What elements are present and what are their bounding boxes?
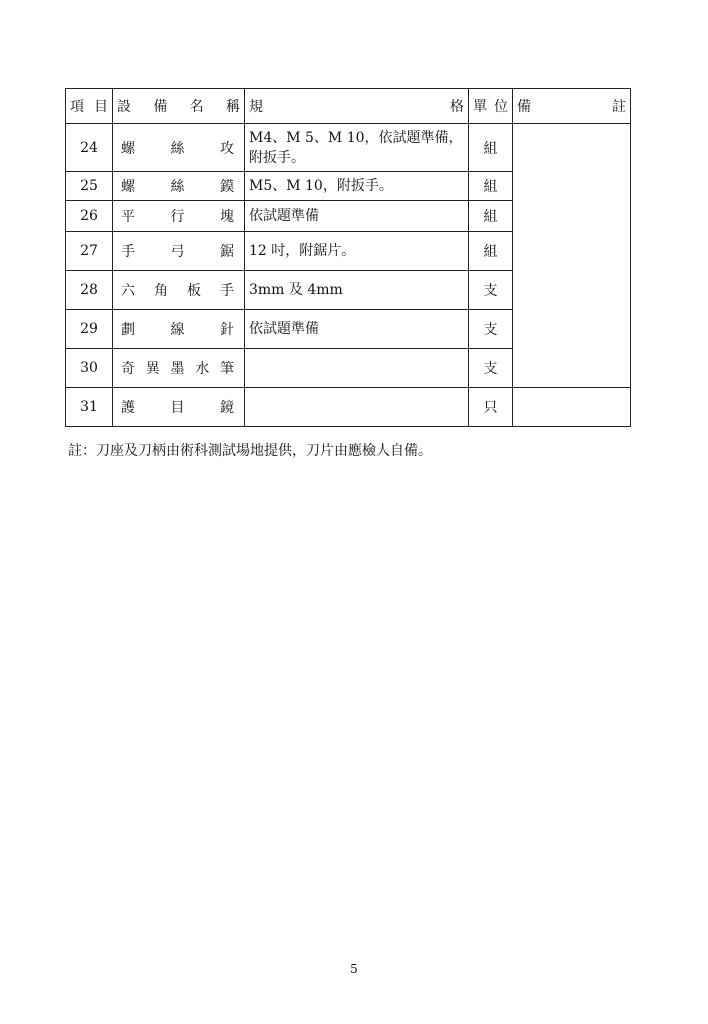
row-unit: 組 [469,172,513,201]
row-equipment-name [113,172,245,201]
header-unit-text: 單 位 [473,99,508,115]
header-equipment-name-text: 設 備 名 稱 [117,99,240,115]
row-unit: 支 [469,271,513,310]
table-body [66,124,631,427]
row-equipment-name-text: 螺 絲 鏌 [121,179,234,195]
row-equipment-name [113,310,245,349]
footnote: 註：刀座及刀柄由術科測試場地提供，刀片由應檢人自備。 [68,443,432,459]
row-specification: 依試題準備 [245,201,469,232]
row-equipment-name [113,201,245,232]
row-equipment-name-text: 護 目 鏡 [121,400,234,416]
row-unit: 只 [469,388,513,427]
row-item-no: 29 [66,310,113,349]
row-unit: 組 [469,232,513,271]
row-equipment-name-text: 奇 異 墨 水 筆 [121,361,234,377]
header-specification [245,89,469,124]
header-item-no-text: 項 目 [70,99,108,115]
row-unit: 支 [469,310,513,349]
row-item-no: 24 [66,124,113,172]
row-item-no: 25 [66,172,113,201]
table-row [66,388,631,427]
page-number: 5 [350,962,358,976]
row-item-no: 28 [66,271,113,310]
row-remarks [513,388,631,427]
row-equipment-name [113,271,245,310]
row-equipment-name-text: 劃 線 針 [121,322,234,338]
row-unit: 組 [469,124,513,172]
header-remarks [513,89,631,124]
row-remarks [513,124,631,388]
row-equipment-name [113,349,245,388]
row-specification: M5、M 10，附扳手。 [245,172,469,201]
row-item-no: 30 [66,349,113,388]
row-specification [245,349,469,388]
equipment-table [65,88,631,427]
row-specification: 依試題準備 [245,310,469,349]
table-header [66,89,631,124]
row-unit: 支 [469,349,513,388]
header-unit [469,89,513,124]
row-equipment-name [113,232,245,271]
row-specification [245,388,469,427]
row-specification: 3mm 及 4mm [245,271,469,310]
row-equipment-name-text: 六 角 板 手 [121,283,234,299]
table-header-row [66,89,631,124]
row-equipment-name [113,124,245,172]
row-item-no: 31 [66,388,113,427]
row-unit: 組 [469,201,513,232]
header-equipment-name [113,89,245,124]
table-row [66,124,631,172]
row-equipment-name [113,388,245,427]
row-equipment-name-text: 平 行 塊 [121,209,234,225]
header-remarks-left: 備 [517,99,531,115]
row-equipment-name-text: 手 弓 鋸 [121,244,234,260]
header-item-no [66,89,113,124]
row-specification: M4、M 5、M 10，依試題準備，附扳手。 [245,124,469,172]
row-item-no: 27 [66,232,113,271]
row-item-no: 26 [66,201,113,232]
header-remarks-right: 註 [612,99,626,115]
header-spec-left: 規 [249,99,263,115]
row-specification: 12 吋，附鋸片。 [245,232,469,271]
header-spec-right: 格 [450,99,464,115]
row-equipment-name-text: 螺 絲 攻 [121,140,234,157]
